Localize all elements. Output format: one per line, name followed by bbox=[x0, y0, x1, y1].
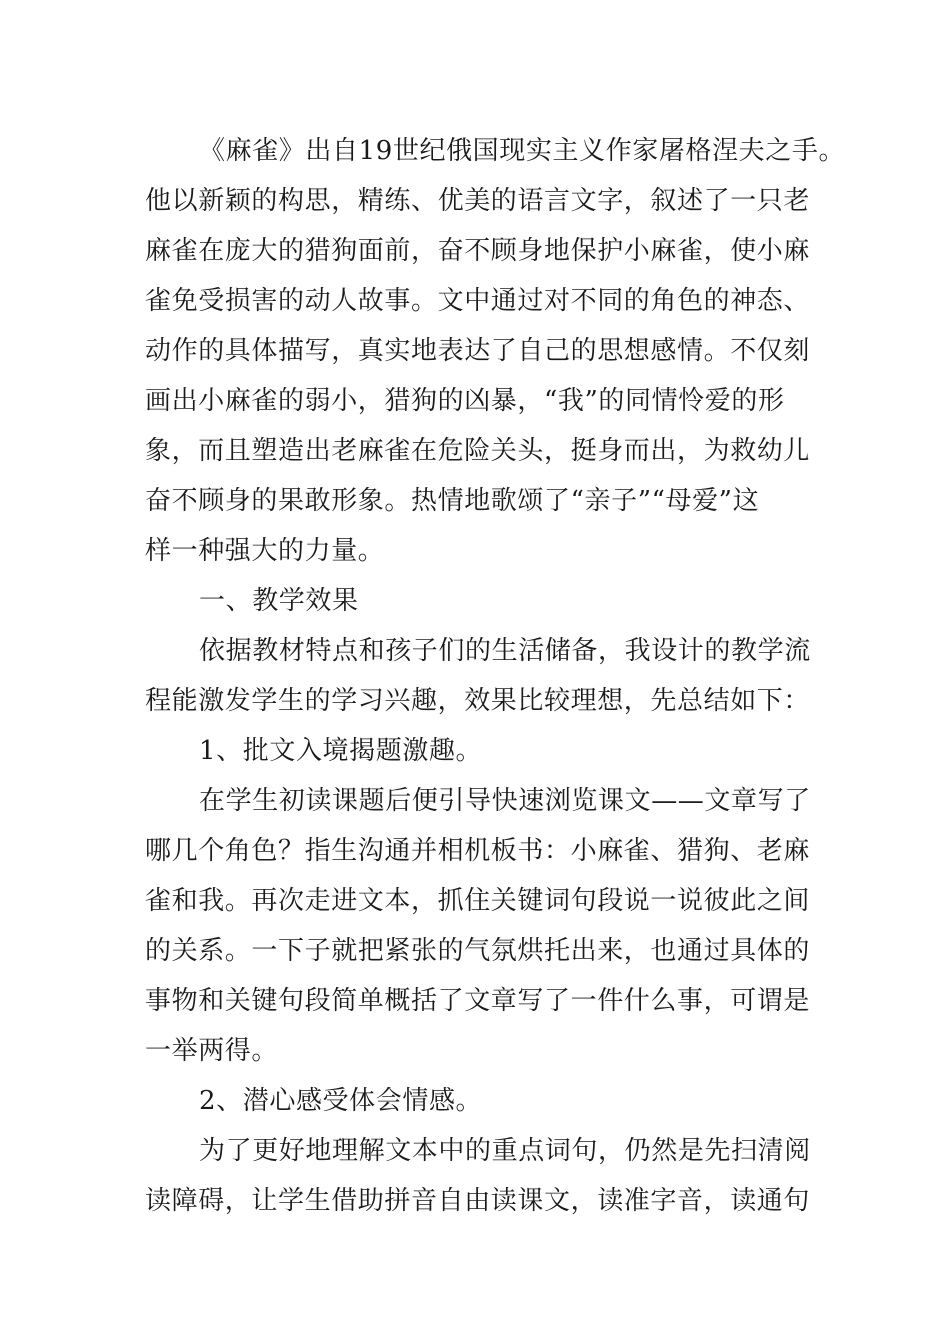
subsection-heading: 2、潜心感受体会情感。 bbox=[199, 1086, 483, 1116]
text-line: 的关系。一下子就把紧张的气氛烘托出来，也通过具体的 bbox=[145, 936, 811, 966]
text-line: 画出小麻雀的弱小，猎狗的凶暴，“我”的同情怜爱的形 bbox=[145, 386, 785, 416]
text-line: 《麻雀》出自19世纪俄国现实主义作家屠格涅夫之手。 bbox=[199, 136, 846, 166]
document-body bbox=[145, 126, 846, 1226]
text-line: 雀免受损害的动人故事。文中通过对不同的角色的神态、 bbox=[145, 286, 811, 316]
text-line: 事物和关键句段简单概括了文章写了一件什么事，可谓是 bbox=[145, 986, 811, 1016]
text-line: 在学生初读课题后便引导快速浏览课文——文章写了 bbox=[199, 786, 811, 816]
text-line: 雀和我。再次走进文本，抓住关键词句段说一说彼此之间 bbox=[145, 886, 811, 916]
text-line: 依据教材特点和孩子们的生活储备，我设计的教学流 bbox=[199, 636, 811, 666]
text-line: 奋不顾身的果敢形象。热情地歌颂了“亲子”“母爱”这 bbox=[145, 486, 760, 516]
subsection-heading: 1、批文入境揭题激趣。 bbox=[199, 736, 483, 766]
section-heading: 一、教学效果 bbox=[199, 586, 359, 616]
text-line: 动作的具体描写，真实地表达了自己的思想感情。不仅刻 bbox=[145, 336, 811, 366]
text-line: 读障碍，让学生借助拼音自由读课文，读准字音，读通句 bbox=[145, 1186, 811, 1216]
text-line: 样一种强大的力量。 bbox=[145, 536, 385, 566]
text-line: 他以新颖的构思，精练、优美的语言文字，叙述了一只老 bbox=[145, 186, 811, 216]
text-line: 麻雀在庞大的猎狗面前，奋不顾身地保护小麻雀，使小麻 bbox=[145, 236, 811, 266]
text-line: 哪几个角色？指生沟通并相机板书：小麻雀、猎狗、老麻 bbox=[145, 836, 811, 866]
text-line: 一举两得。 bbox=[145, 1036, 279, 1066]
text-line: 程能激发学生的学习兴趣，效果比较理想，先总结如下： bbox=[145, 686, 811, 716]
text-line: 象，而且塑造出老麻雀在危险关头，挺身而出，为救幼儿 bbox=[145, 436, 811, 466]
text-line: 为了更好地理解文本中的重点词句，仍然是先扫清阅 bbox=[199, 1136, 811, 1166]
